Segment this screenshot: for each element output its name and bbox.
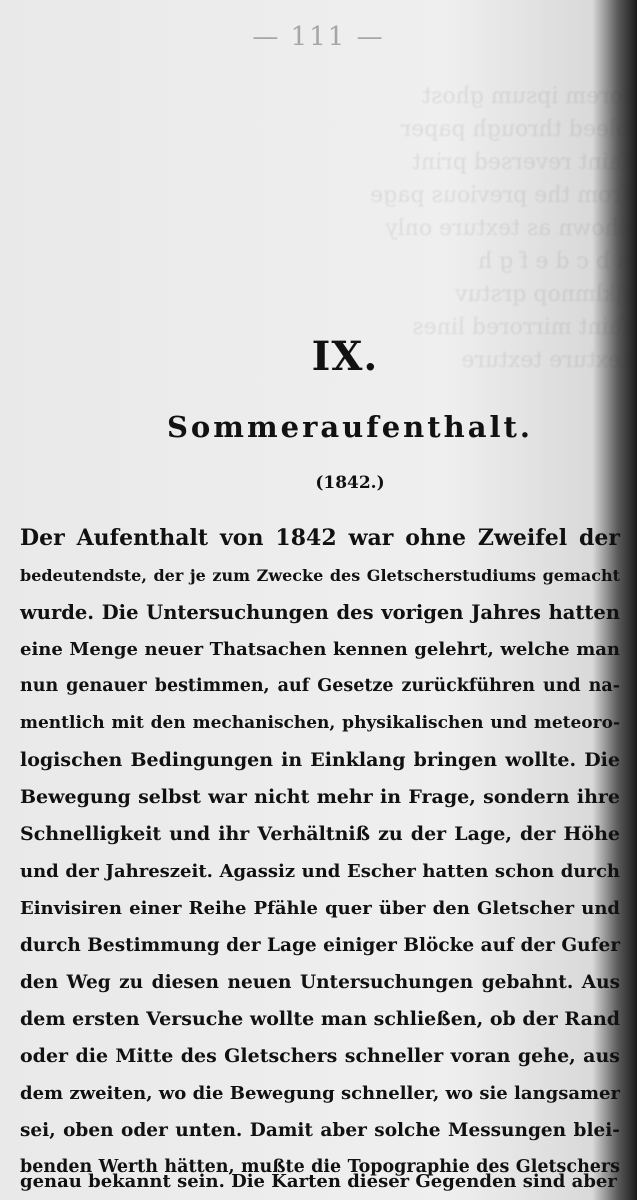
text-line: sei, oben oder unten. Damit aber solche Messungen blei-	[20, 1120, 620, 1141]
text-line: Der Aufenthalt von 1842 war ohne Zweifel der	[20, 525, 620, 551]
page-number: — 111 —	[252, 22, 385, 52]
text-line: durch Bestimmung der Lage einiger Blöcke auf der Gufer	[20, 935, 621, 956]
text-line: logischen Bedingungen in Einklang bringen wollte. Die	[20, 749, 620, 771]
text-line: Einvisiren einer Reihe Pfähle quer über den Gletscher und	[20, 898, 620, 919]
text-line: und der Jahreszeit. Agassiz und Escher hatten schon durch	[20, 861, 620, 882]
text-line: benden Werth hätten, mußte die Topographie des Gletschers	[20, 1157, 620, 1177]
text-line: nun genauer bestimmen, auf Gesetze zurückführen und na-	[20, 676, 620, 696]
chapter-year: (1842.)	[315, 473, 385, 493]
text-line: dem zweiten, wo die Bewegung schneller, wo sie langsamer	[20, 1083, 620, 1104]
text-line: mentlich mit den mechanischen, physikalischen und meteoro-	[20, 713, 620, 733]
text-line: bedeutendste, der je zum Zwecke des Gletscherstudiums gemacht	[20, 566, 620, 585]
show-through-text: lorem ipsum ghost bleed through paper faint reversed print from the previous page shown as texture only a b c d e f g h ijklmnop qrstuv faint mirrored lines texture texture	[370, 84, 630, 373]
text-line: dem ersten Versuche wollte man schließen, ob der Rand	[20, 1008, 621, 1030]
text-line: eine Menge neuer Thatsachen kennen gelehrt, welche man	[20, 639, 620, 660]
text-line: Schnelligkeit und ihr Verhältniß zu der Lage, der Höhe	[20, 823, 620, 845]
chapter-title: Sommeraufenthalt.	[166, 410, 534, 444]
text-line: oder die Mitte des Gletschers schneller voran gehe, aus	[20, 1045, 620, 1067]
text-line: genau bekannt sein. Die Karten dieser Gegenden sind aber	[20, 1171, 617, 1192]
text-line: den Weg zu diesen neuen Untersuchungen gebahnt. Aus	[20, 972, 620, 993]
text-line: wurde. Die Untersuchungen des vorigen Jahres hatten	[20, 601, 620, 624]
text-line: Bewegung selbst war nicht mehr in Frage, sondern ihre	[20, 786, 620, 808]
chapter-number: IX.	[311, 333, 379, 380]
